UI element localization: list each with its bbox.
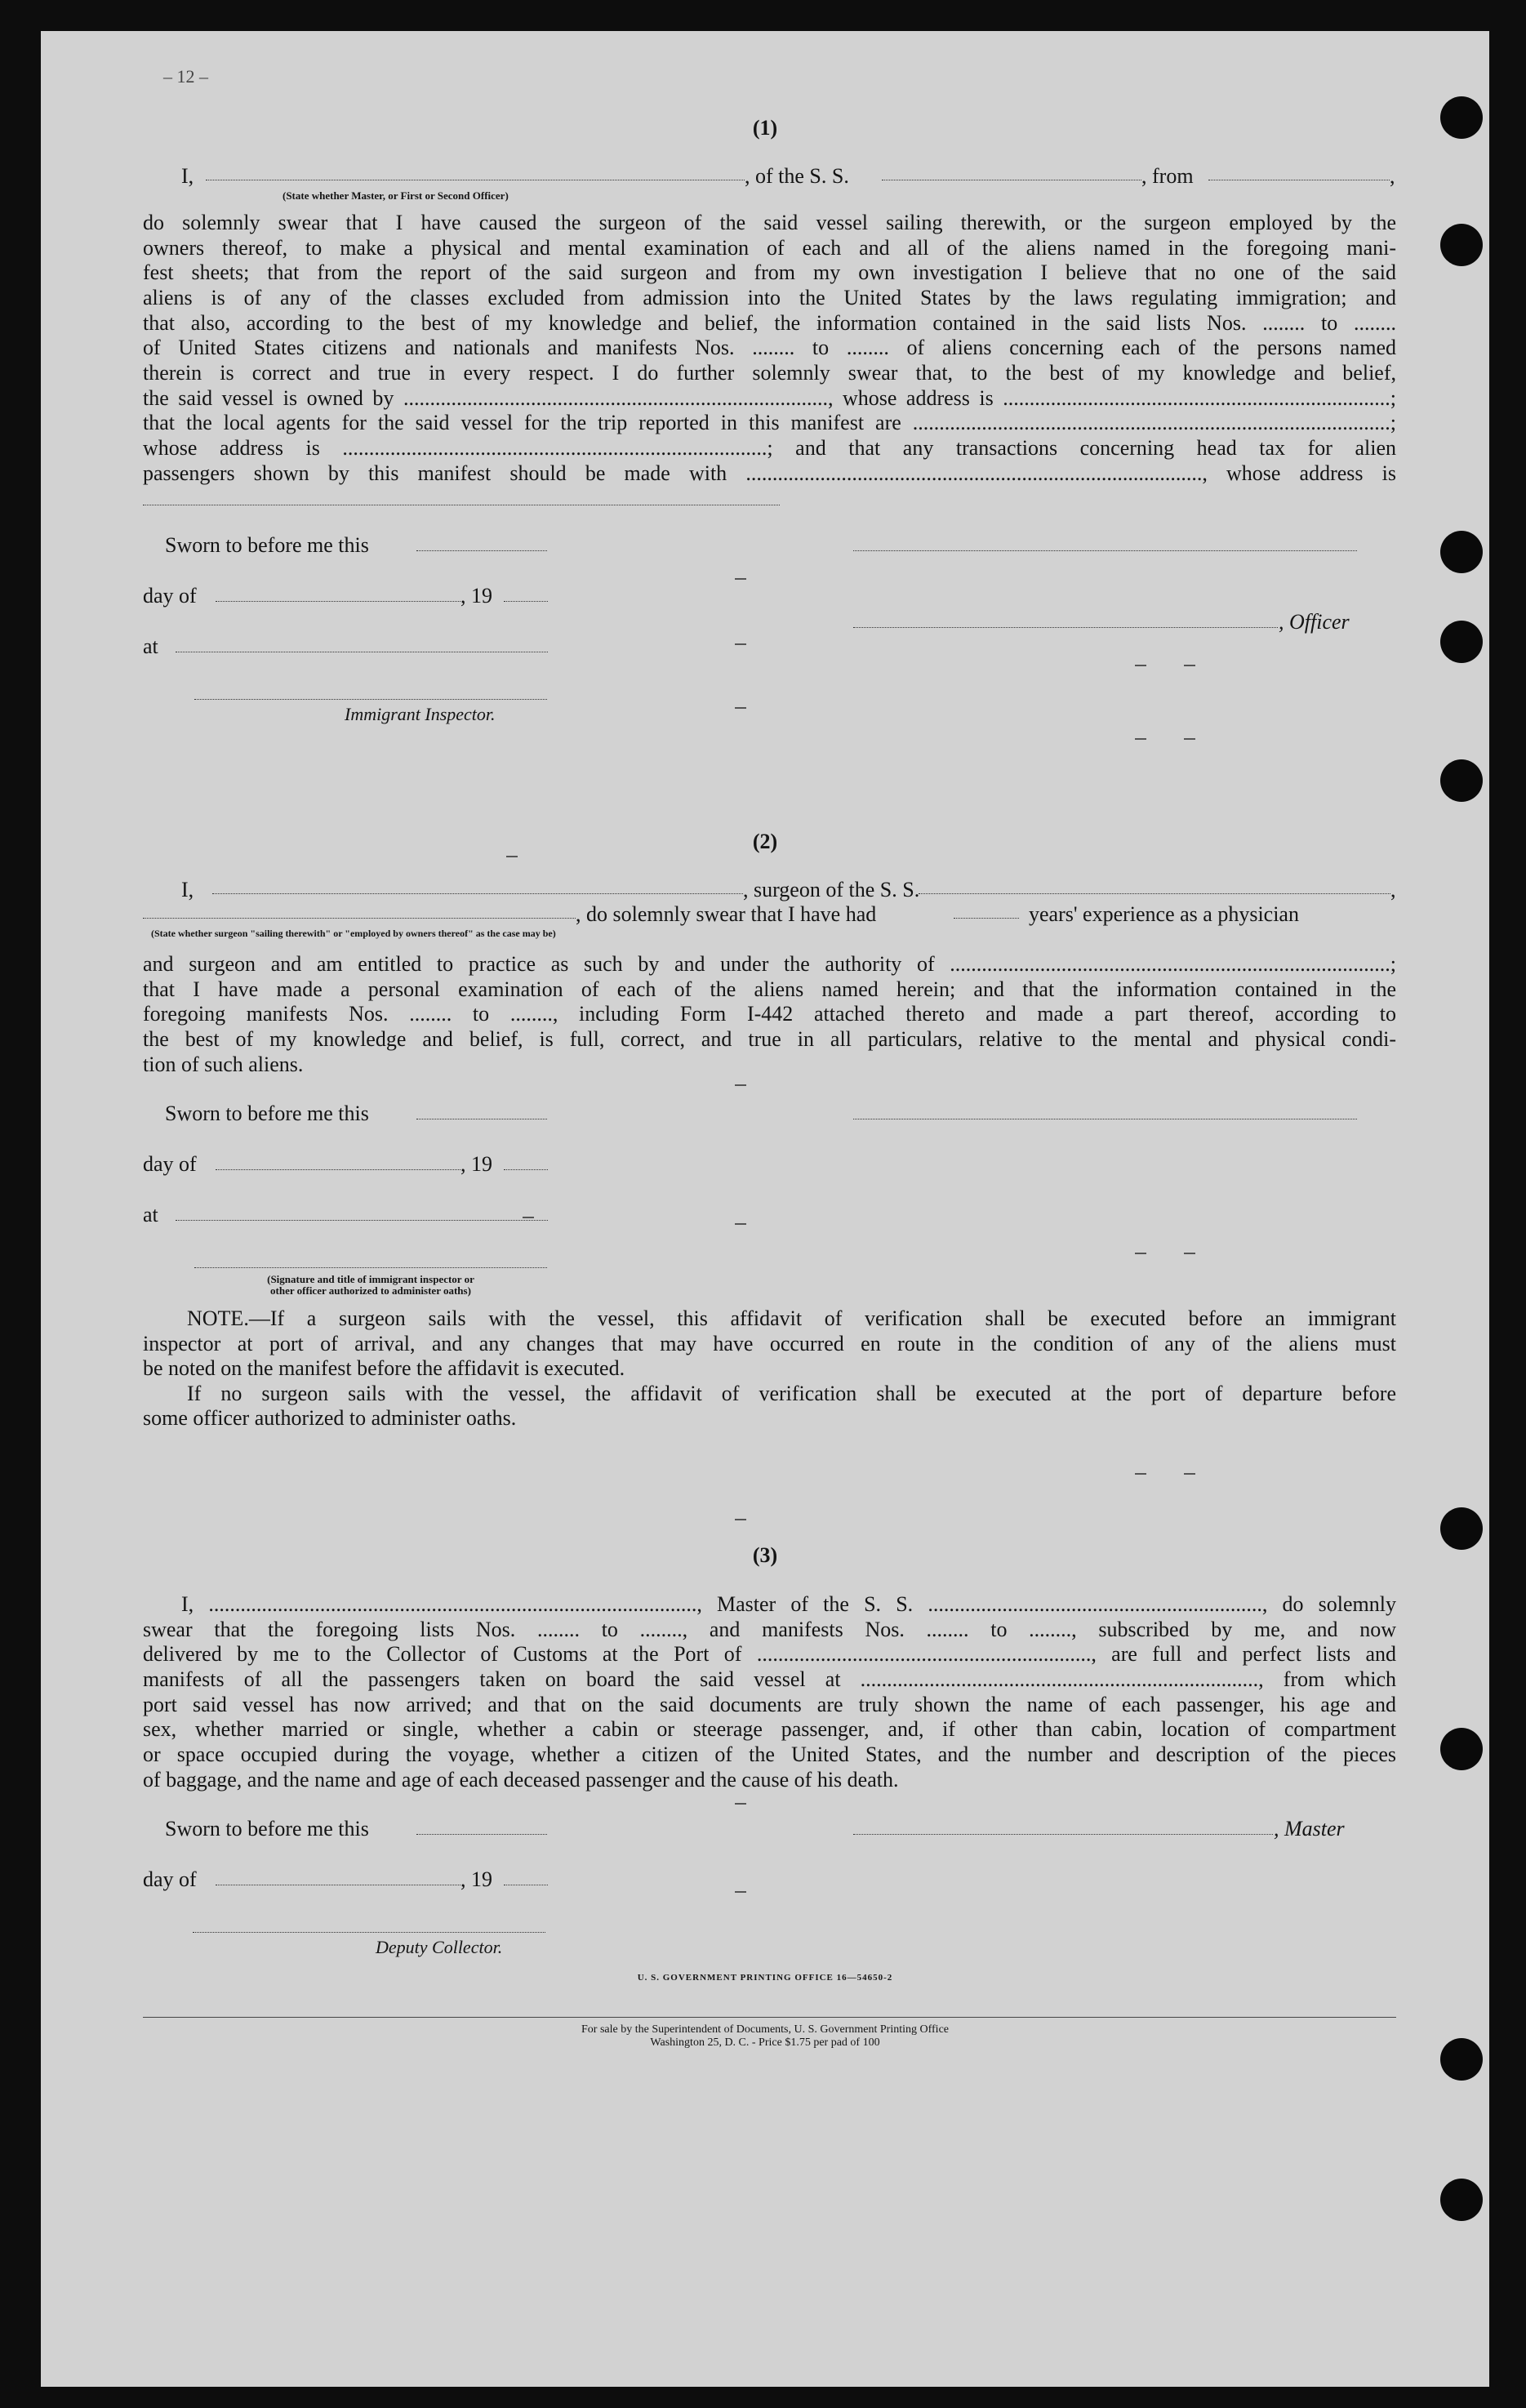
section-1-of-ss: , of the S. S. xyxy=(745,164,849,188)
section-2-year-field[interactable] xyxy=(504,1169,548,1170)
section-2-day-field[interactable] xyxy=(216,1169,460,1170)
body-line: manifests of all the passengers taken on board the said vessel at ..........................................................................., from which xyxy=(143,1667,1396,1691)
section-3-master-signature-field[interactable] xyxy=(853,1834,1273,1835)
artifact-mark xyxy=(1184,1473,1195,1475)
artifact-mark xyxy=(735,643,746,645)
artifact-mark xyxy=(735,1519,746,1520)
section-1-number: (1) xyxy=(752,116,778,140)
body-line: tion of such aliens. xyxy=(143,1053,304,1076)
artifact-mark xyxy=(735,1803,746,1805)
artifact-mark xyxy=(735,1891,746,1893)
form-page: – 12 – (1) I, , of the S. S. , from , (State whether Master, or First or Second Officer) do solemnly swear that I have caused the surgeon of the said vessel sailing therewith, or the surgeon employed by the owners thereof, to make a physical and mental examination of each and all of the aliens named in the foregoing mani- fest sheets; that from the report of the said surgeon and from my own investigation I believe that no one of the said aliens is of any of the classes excluded from admission into the United States by the laws regulating immigration; and that also, according to the best of my knowledge and belief, the information contained in the said lists Nos. ........ to ........ of United States citizens and nationals and manifests Nos. ........ to ........ of aliens concerning each of the persons named therein is correct and true in every respect. I do further solemnly swear that, to the best of my knowledge and belief, the said vessel is owned by ................................................................................, whose address is .........................................................................; that the local agents for the said vessel for the trip reported in this manifest are ..........................................................................................; whose address is ................................................................................; and that any transactions concerning head tax for alien passengers shown by this manifest should be made with ......................................................................................, whose address is Sworn to before me this day of , 19 , Officer at Immigrant Inspector. (2) I, , surgeon of the S. S. , , do solemnly swear that I have had years' experience as a physician (State whether surgeon "sailing therewith" or "employed by owners thereof" as the case may be) and surgeon and am entitled to practice as such by and under the authority of ...................................................................................; that I have made a personal examination of each of the aliens named herein; and that the information contained in the foregoing manifests Nos. ........ to ........, including Form I-442 attached thereto and made a part thereof, according to the best of my knowledge and belief, is full, correct, and true in all particulars, relative to the mental and physical condi- tion of such aliens. Sworn to before me this day of , 19 at (Signature and title of immigrant inspector or other officer authorized to administer oaths) NOTE.—If a surgeon sails with the vessel, this affidavit of verification shall be executed before an immigrant inspector at port of arrival, and any changes that may have occurred en route in the condition of any of the aliens must be noted on the manifest before the affidavit is executed. If no surgeon sails with the vessel, the affidavit of verification shall be executed at the port of departure before some officer authorized to administer oaths. (3) I, ............................................................................................, Master of the S. S. ..............................................................., do solemnly swear that the foregoing lists Nos. ........ to ........, and manifests Nos. ........ to ........, subscribed by me, and now delivered by me to the Collector of Customs at the Port of ..............................................................., are full and perfect lists and manifests of all the passengers taken on board the said vessel at ..........................................................................., from which port said vessel has now arrived; and that on the said documents are truly shown the name of each passenger, his age and sex, whether married or single, whether a cabin or steerage passenger, and, if other than cabin, location of compartment or space occupied during the voyage, whether a citizen of the United States, and the number and description of the pieces of baggage, and the name and age of each deceased passenger and the cause of his death. Sworn to before me this , Master day of , 19 Deputy Collector. U. S. GOVERNMENT PRINTING OFFICE 16—54650-2 For sale by the Superintendent of Documents, U. S. Government Printing Office Washington 25, D. C. - Price $1.75 per pad of 100 xyxy=(41,31,1489,2387)
body-line: owners thereof, to make a physical and mental examination of each and all of the aliens named in the foregoing mani- xyxy=(143,236,1396,260)
body-line: fest sheets; that from the report of the said surgeon and from my own investigation I believe that no one of the said xyxy=(143,260,1396,284)
body-line: that I have made a personal examination of each of the aliens named herein; and that the information contained in the xyxy=(143,977,1396,1001)
section-2-years: years' experience as a physician xyxy=(1029,902,1299,926)
section-2-sig-caption xyxy=(202,1274,539,1297)
section-1-officer-label: , Officer xyxy=(1279,610,1350,634)
section-2-at: at xyxy=(143,1203,158,1226)
section-1-at: at xyxy=(143,634,158,658)
section-2-at-field[interactable] xyxy=(176,1220,548,1221)
body-line: passengers shown by this manifest should be made with ......................................................................................, whose address is xyxy=(143,461,1396,485)
artifact-mark xyxy=(735,578,746,580)
section-1-day-field[interactable] xyxy=(216,601,460,602)
section-1-officer-signature-field[interactable] xyxy=(853,550,1357,551)
body-line: of baggage, and the name and age of each deceased passenger and the cause of his death. xyxy=(143,1768,899,1792)
body-line: delivered by me to the Collector of Customs at the Port of ..............................................................., are full and perfect lists and xyxy=(143,1642,1396,1666)
artifact-mark xyxy=(735,1223,746,1225)
artifact-mark xyxy=(1135,665,1146,666)
section-3-collector-label: Deputy Collector. xyxy=(376,1937,503,1957)
section-3-sworn: Sworn to before me this xyxy=(165,1817,369,1840)
section-1-year-field[interactable] xyxy=(504,601,548,602)
punch-hole-icon xyxy=(1440,2179,1483,2221)
section-3-number: (3) xyxy=(752,1543,778,1567)
punch-hole-icon xyxy=(1440,759,1483,802)
section-2-surgeon-of: , surgeon of the S. S. xyxy=(743,878,920,901)
body-line: do solemnly swear that I have caused the surgeon of the said vessel sailing therewith, or the surgeon employed by the xyxy=(143,211,1396,234)
section-2-inspector-signature-field[interactable] xyxy=(194,1267,547,1268)
section-3-collector-signature-field[interactable] xyxy=(193,1932,545,1933)
gpo-imprint: U. S. GOVERNMENT PRINTING OFFICE 16—54650-2 xyxy=(637,1973,893,1983)
section-2-swear: , do solemnly swear that I have had xyxy=(576,902,877,926)
body-line: swear that the foregoing lists Nos. ........ to ........, and manifests Nos. ........ to ........, subscribed by me, and now xyxy=(143,1618,1396,1641)
sale-line-2: Washington 25, D. C. - Price $1.75 per pad of 100 xyxy=(650,2036,880,2049)
body-line: the best of my knowledge and belief, is full, correct, and true in all particulars, relative to the mental and physical condi- xyxy=(143,1027,1396,1051)
body-line: that the local agents for the said vessel for the trip reported in this manifest are ..........................................................................................; xyxy=(143,411,1396,434)
section-1-sworn: Sworn to before me this xyxy=(165,533,369,557)
artifact-mark xyxy=(1184,738,1195,740)
punch-hole-icon xyxy=(1440,531,1483,573)
page-mark: – 12 – xyxy=(163,66,208,87)
sig-caption-line: (Signature and title of immigrant inspector or xyxy=(267,1273,474,1285)
section-1-day-of: day of xyxy=(143,584,197,608)
body-line: therein is correct and true in every respect. I do further solemnly swear that, to the best of my knowledge and belief, xyxy=(143,361,1396,385)
section-2-day-of: day of xyxy=(143,1152,197,1176)
note-line: some officer authorized to administer oaths. xyxy=(143,1406,517,1430)
note-line: If no surgeon sails with the vessel, the affidavit of verification shall be executed at the port of departure before xyxy=(187,1382,1396,1405)
section-3-day-of: day of xyxy=(143,1867,197,1891)
section-2-sworn: Sworn to before me this xyxy=(165,1102,369,1125)
section-1-i: I, xyxy=(181,164,194,188)
artifact-mark xyxy=(1184,665,1195,666)
footer-rule xyxy=(143,2017,1396,2018)
section-1-inspector-signature-field[interactable] xyxy=(194,699,547,700)
section-2-years-field[interactable] xyxy=(954,918,1019,919)
artifact-mark xyxy=(1135,1253,1146,1254)
section-1-caption: (State whether Master, or First or Second Officer) xyxy=(283,189,509,202)
section-3-year: , 19 xyxy=(460,1867,492,1891)
section-1-sworn-date-field[interactable] xyxy=(416,550,547,551)
artifact-mark xyxy=(523,1217,534,1218)
body-line: I, ............................................................................................, Master of the S. S. ..............................................................., do solemnly xyxy=(181,1592,1396,1616)
artifact-mark xyxy=(1135,1473,1146,1475)
artifact-mark xyxy=(506,856,518,857)
section-2-number: (2) xyxy=(752,830,778,853)
body-line: whose address is ................................................................................; and that any transactions concerning head tax for alien xyxy=(143,436,1396,460)
sig-caption-line: other officer authorized to administer oaths) xyxy=(270,1284,471,1297)
note-line: NOTE.—If a surgeon sails with the vessel, this affidavit of verification shall be executed before an immigrant xyxy=(187,1306,1396,1330)
section-3-master-label: , Master xyxy=(1274,1817,1345,1840)
body-line: and surgeon and am entitled to practice as such by and under the authority of ...................................................................................; xyxy=(143,952,1396,976)
section-1-year: , 19 xyxy=(460,584,492,608)
body-line: sex, whether married or single, whether a cabin or steerage passenger, and, if other than cabin, location of compartment xyxy=(143,1717,1396,1741)
body-line: the said vessel is owned by ................................................................................, whose address is .........................................................................; xyxy=(143,386,1396,410)
section-2-vessel-field[interactable] xyxy=(919,893,1390,894)
body-line: or space occupied during the voyage, whether a citizen of the United States, and the number and description of the pieces xyxy=(143,1743,1396,1766)
section-1-from: , from xyxy=(1141,164,1194,188)
body-line: aliens is of any of the classes excluded from admission into the United States by the laws regulating immigration; and xyxy=(143,286,1396,309)
body-line: port said vessel has now arrived; and that on the said documents are truly shown the name of each passenger, his age and xyxy=(143,1693,1396,1716)
punch-hole-icon xyxy=(1440,1728,1483,1770)
body-line: of United States citizens and nationals and manifests Nos. ........ to ........ of aliens concerning each of the persons named xyxy=(143,336,1396,359)
section-2-caption: (State whether surgeon "sailing therewith" or "employed by owners thereof" as the case may be) xyxy=(151,928,556,939)
punch-hole-icon xyxy=(1440,224,1483,266)
note-line: be noted on the manifest before the affidavit is executed. xyxy=(143,1356,625,1380)
section-3-sworn-date-field[interactable] xyxy=(416,1834,547,1835)
note-line: inspector at port of arrival, and any changes that may have occurred en route in the condition of any of the aliens must xyxy=(143,1332,1396,1355)
punch-hole-icon xyxy=(1440,621,1483,663)
body-line: that also, according to the best of my knowledge and belief, the information contained in the said lists Nos. ........ to ........ xyxy=(143,311,1396,335)
section-2-year: , 19 xyxy=(460,1152,492,1176)
section-2-surgeon-name-field[interactable] xyxy=(212,893,743,894)
section-1-inspector-label: Immigrant Inspector. xyxy=(345,704,496,724)
section-1-officer-title-field[interactable] xyxy=(853,627,1278,628)
sale-line-1: For sale by the Superintendent of Documents, U. S. Government Printing Office xyxy=(581,2023,949,2036)
artifact-mark xyxy=(1135,738,1146,740)
body-line: foregoing manifests Nos. ........ to ........, including Form I-442 attached thereto and made a part thereof, according to xyxy=(143,1002,1396,1026)
artifact-mark xyxy=(735,707,746,709)
section-2-surgeon-status-field[interactable] xyxy=(143,918,576,919)
section-2-i: I, xyxy=(181,878,194,901)
artifact-mark xyxy=(735,1084,746,1086)
artifact-mark xyxy=(1184,1253,1195,1254)
